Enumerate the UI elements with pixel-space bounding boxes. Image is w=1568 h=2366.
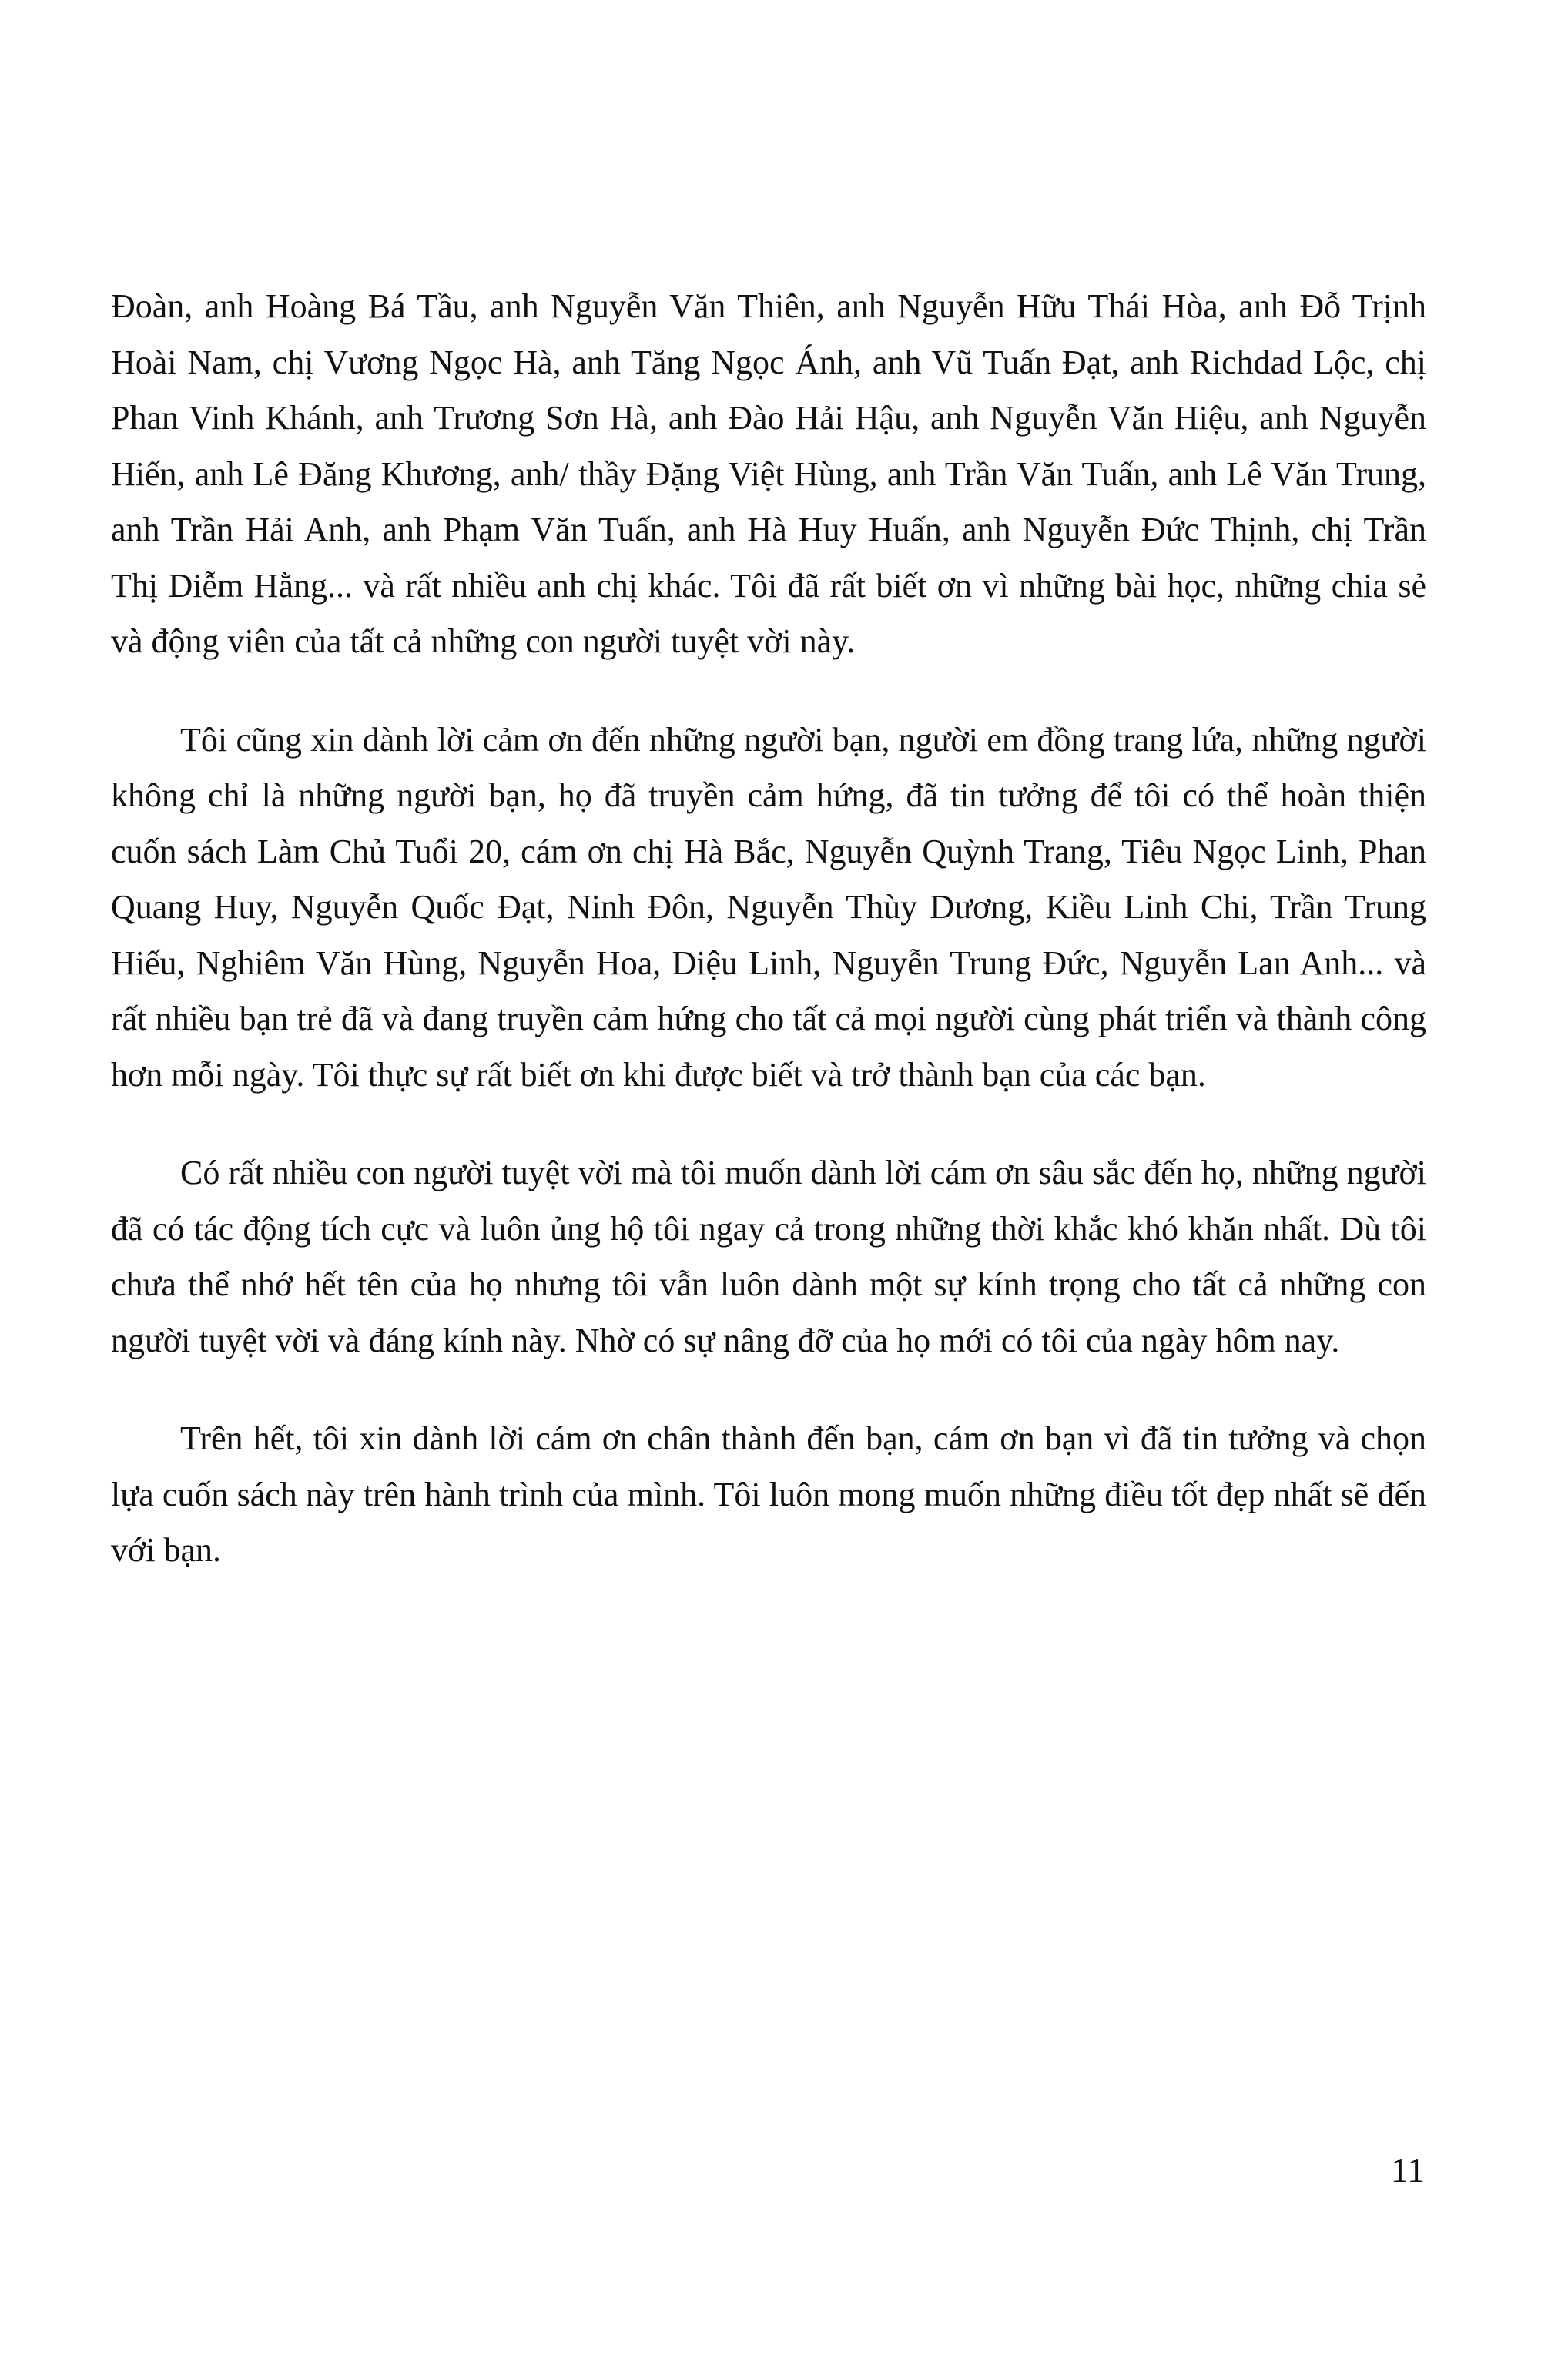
paragraph-deep-gratitude: Có rất nhiều con người tuyệt vời mà tôi muốn dành lời cám ơn sâu sắc đến họ, những người đã có tác động tích cực và luôn ủng hộ tôi ngay cả trong những thời khắc khó khăn nhất. Dù tôi chưa thể nhớ hết tên của họ nhưng tôi vẫn luôn dành một sự kính trọng cho tất cả những con người tuyệt vời và đáng kính này. Nhờ có sự nâng đỡ của họ mới có tôi của ngày hôm nay. [111, 1154, 1426, 1359]
body-text [111, 279, 1426, 1579]
paragraph-reader-thanks: Trên hết, tôi xin dành lời cám ơn chân thành đến bạn, cám ơn bạn vì đã tin tưởng và chọn lựa cuốn sách này trên hành trình của mình. Tôi luôn mong muốn những điều tốt đẹp nhất sẽ đến với bạn. [111, 1419, 1426, 1569]
paragraph-friends-thanks: Tôi cũng xin dành lời cảm ơn đến những người bạn, người em đồng trang lứa, những người không chỉ là những người bạn, họ đã truyền cảm hứng, đã tin tưởng để tôi có thể hoàn thiện cuốn sách Làm Chủ Tuổi 20, cám ơn chị Hà Bắc, Nguyễn Quỳnh Trang, Tiêu Ngọc Linh, Phan Quang Huy, Nguyễn Quốc Đạt, Ninh Đôn, Nguyễn Thùy Dương, Kiều Linh Chi, Trần Trung Hiếu, Nghiêm Văn Hùng, Nguyễn Hoa, Diệu Linh, Nguyễn Trung Đức, Nguyễn Lan Anh... và rất nhiều bạn trẻ đã và đang truyền cảm hứng cho tất cả mọi người cùng phát triển và thành công hơn mỗi ngày. Tôi thực sự rất biết ơn khi được biết và trở thành bạn của các bạn. [111, 720, 1426, 1094]
page-number: 11 [1390, 2150, 1425, 2190]
paragraph-continued: Đoàn, anh Hoàng Bá Tầu, anh Nguyễn Văn Thiên, anh Nguyễn Hữu Thái Hòa, anh Đỗ Trịnh Hoài Nam, chị Vương Ngọc Hà, anh Tăng Ngọc Ánh, anh Vũ Tuấn Đạt, anh Richdad Lộc, chị Phan Vinh Khánh, anh Trương Sơn Hà, anh Đào Hải Hậu, anh Nguyễn Văn Hiệu, anh Nguyễn Hiến, anh Lê Đăng Khương, anh/ thầy Đặng Việt Hùng, anh Trần Văn Tuấn, anh Lê Văn Trung, anh Trần Hải Anh, anh Phạm Văn Tuấn, anh Hà Huy Huấn, anh Nguyễn Đức Thịnh, chị Trần Thị Diễm Hằng... và rất nhiều anh chị khác. Tôi đã rất biết ơn vì những bài học, những chia sẻ và động viên của tất cả những con người tuyệt vời này. [111, 287, 1426, 660]
